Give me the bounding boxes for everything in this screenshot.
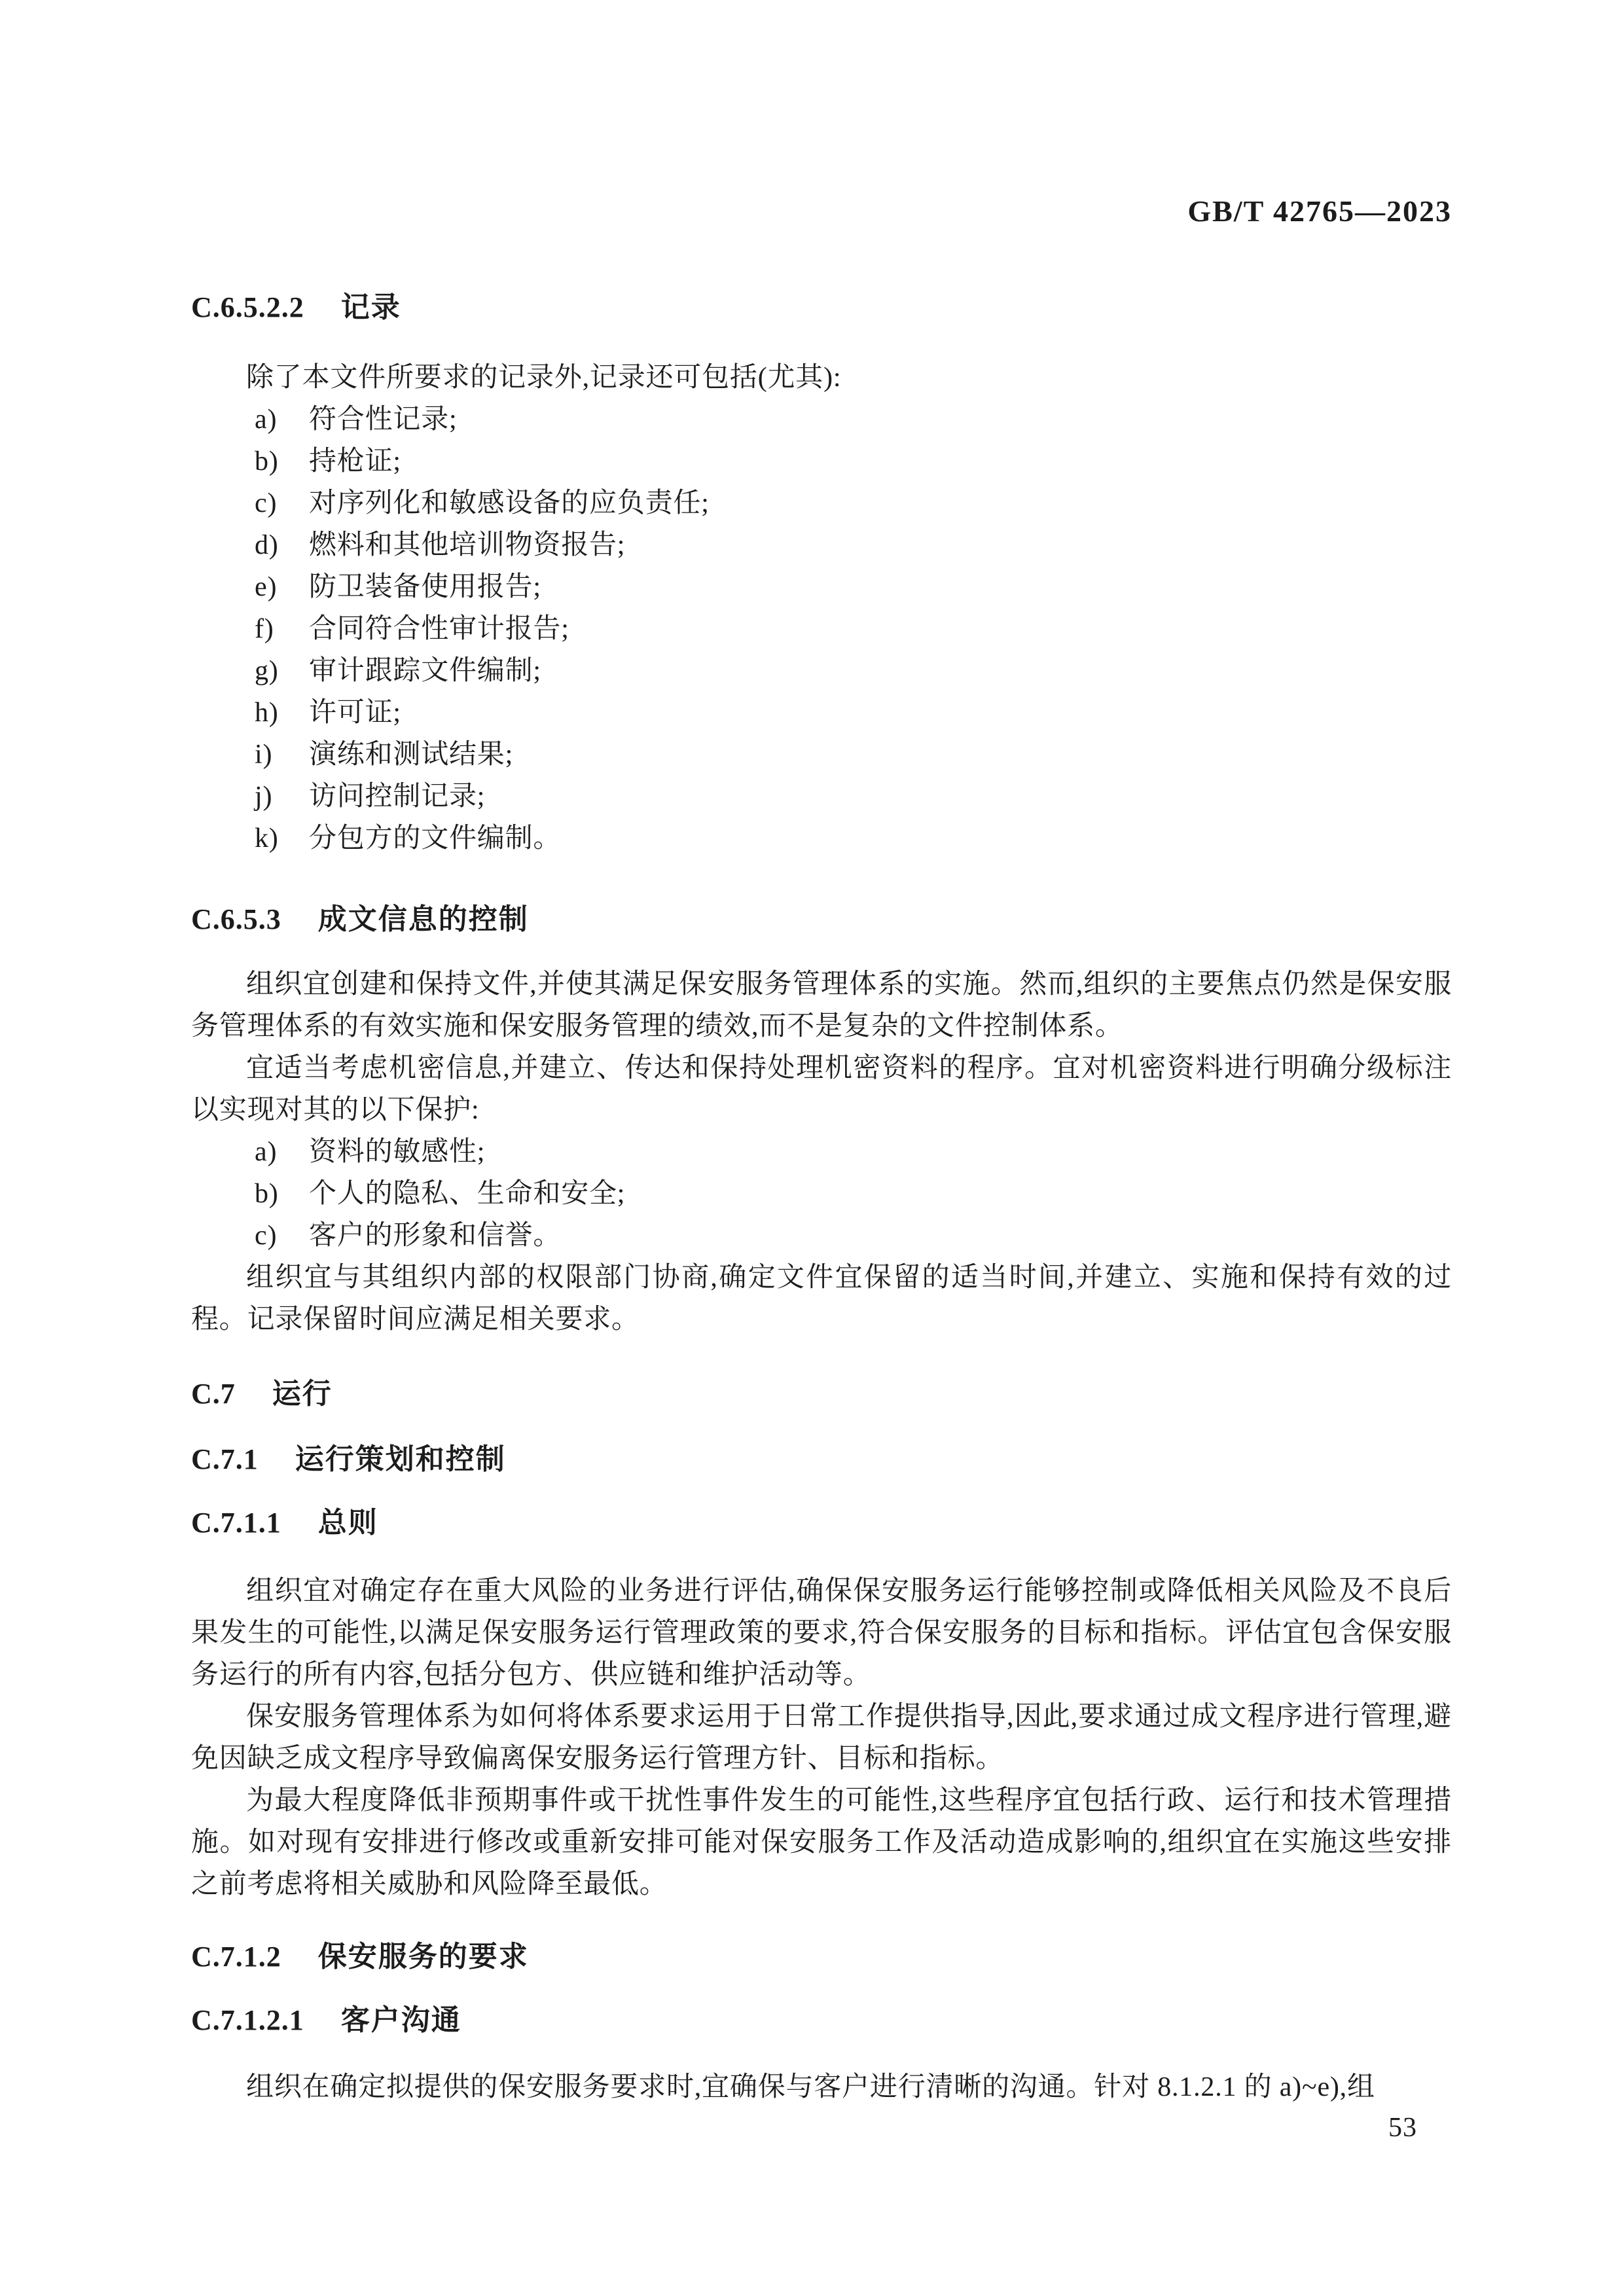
- heading-c7: [191, 1377, 1452, 1411]
- heading-c6522: [191, 291, 1452, 325]
- page-number: 53: [1388, 2113, 1417, 2143]
- list-text: 符合性记录;: [309, 404, 458, 435]
- list-item: [191, 399, 1452, 440]
- heading-c7121: [191, 2003, 1452, 2037]
- clause-number: C.7: [191, 1378, 236, 1410]
- list-label: a): [255, 1137, 278, 1167]
- list-text: 对序列化和敏感设备的应负责任;: [309, 488, 710, 518]
- list-item: [191, 1131, 1452, 1173]
- paragraph: 保安服务管理体系为如何将体系要求运用于日常工作提供指导,因此,要求通过成文程序进行管理,避免因缺乏成文程序导致偏离保安服务运行管理方针、目标和指标。: [191, 1702, 1452, 1774]
- list-label: j): [255, 781, 273, 812]
- list-text: 合同符合性审计报告;: [309, 614, 569, 644]
- list-text: 防卫装备使用报告;: [309, 572, 541, 602]
- clause-title: 记录: [340, 291, 401, 323]
- running-header-doc-number: GB/T 42765—2023: [1187, 194, 1452, 228]
- list-item: [191, 566, 1452, 608]
- paragraph-records-intro: 除了本文件所要求的记录外,记录还可包括(尤其):: [246, 363, 842, 393]
- list-text: 演练和测试结果;: [309, 740, 514, 770]
- list-item: [191, 440, 1452, 482]
- list-label: i): [255, 740, 273, 770]
- list-text: 燃料和其他培训物资报告;: [309, 530, 626, 560]
- clause-number: C.7.1: [191, 1443, 259, 1475]
- list-item: [191, 1173, 1452, 1215]
- list-item: [191, 692, 1452, 734]
- list-label: d): [255, 530, 279, 560]
- clause-title: 客户沟通: [340, 2004, 461, 2036]
- list-label: b): [255, 446, 279, 476]
- clause-title: 运行策划和控制: [295, 1443, 506, 1475]
- list-label: g): [255, 656, 279, 686]
- list-text: 分包方的文件编制。: [309, 823, 562, 853]
- list-label: e): [255, 572, 278, 602]
- paragraph: 组织宜对确定存在重大风险的业务进行评估,确保保安服务运行能够控制或降低相关风险及不良后果发生的可能性,以满足保安服务运行管理政策的要求,符合保安服务的目标和指标。评估宜包含保安服务运行的所有内容,包括分包方、供应链和维护活动等。: [191, 1576, 1452, 1690]
- heading-c71: [191, 1443, 1452, 1477]
- clause-title: 成文信息的控制: [317, 903, 529, 935]
- list-text: 许可证;: [309, 698, 401, 728]
- list-label: c): [255, 1221, 278, 1251]
- paragraph: 组织在确定拟提供的保安服务要求时,宜确保与客户进行清晰的沟通。针对 8.1.2.1 的 a)~e),组: [246, 2072, 1375, 2102]
- heading-c653: [191, 903, 1452, 937]
- list-label: c): [255, 488, 278, 518]
- list-label: k): [255, 823, 279, 853]
- list-label: f): [255, 614, 274, 644]
- list-label: b): [255, 1179, 279, 1209]
- paragraph: 组织宜创建和保持文件,并使其满足保安服务管理体系的实施。然而,组织的主要焦点仍然是保安服务管理体系的有效实施和保安服务管理的绩效,而不是复杂的文件控制体系。: [191, 969, 1452, 1041]
- list-text: 审计跟踪文件编制;: [309, 656, 541, 686]
- list-text: 资料的敏感性;: [309, 1137, 486, 1167]
- list-item: [191, 524, 1452, 566]
- paragraph: 为最大程度降低非预期事件或干扰性事件发生的可能性,这些程序宜包括行政、运行和技术管理措施。如对现有安排进行修改或重新安排可能对保安服务工作及活动造成影响的,组织宜在实施这些安排之前考虑将相关威胁和风险降至最低。: [191, 1785, 1452, 1899]
- list-item: [191, 776, 1452, 817]
- list-text: 持枪证;: [309, 446, 401, 476]
- clause-number: C.7.1.2.1: [191, 2004, 304, 2036]
- list-text: 客户的形象和信誉。: [309, 1221, 562, 1251]
- list-text: 个人的隐私、生命和安全;: [309, 1179, 626, 1209]
- list-text: 访问控制记录;: [309, 781, 486, 812]
- protection-list: [191, 1131, 1452, 1257]
- clause-title: 保安服务的要求: [317, 1941, 529, 1973]
- list-item: [191, 482, 1452, 524]
- clause-number: C.7.1.2: [191, 1941, 281, 1973]
- list-item: [191, 650, 1452, 692]
- list-label: a): [255, 404, 278, 435]
- heading-c712: [191, 1940, 1452, 1974]
- list-label: h): [255, 698, 279, 728]
- paragraph: 组织宜与其组织内部的权限部门协商,确定文件宜保留的适当时间,并建立、实施和保持有效的过程。记录保留时间应满足相关要求。: [191, 1263, 1452, 1335]
- clause-title: 总则: [317, 1507, 378, 1539]
- heading-c711: [191, 1506, 1452, 1540]
- list-item: [191, 608, 1452, 650]
- clause-number: C.7.1.1: [191, 1507, 281, 1539]
- paragraph: 宜适当考虑机密信息,并建立、传达和保持处理机密资料的程序。宜对机密资料进行明确分级标注以实现对其的以下保护:: [191, 1053, 1452, 1125]
- clause-number: C.6.5.3: [191, 903, 281, 935]
- records-list: [191, 399, 1452, 859]
- list-item: [191, 734, 1452, 776]
- list-item: [191, 817, 1452, 859]
- clause-title: 运行: [272, 1378, 333, 1410]
- list-item: [191, 1215, 1452, 1257]
- clause-number: C.6.5.2.2: [191, 291, 304, 323]
